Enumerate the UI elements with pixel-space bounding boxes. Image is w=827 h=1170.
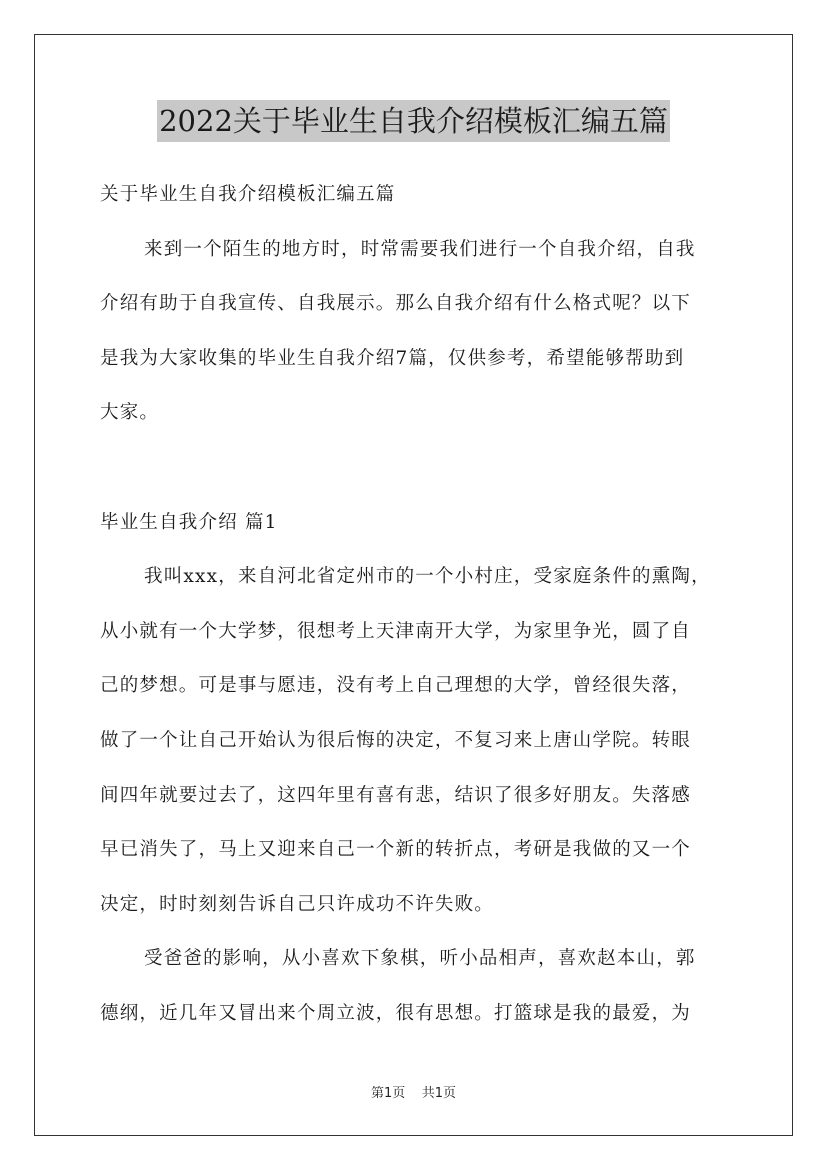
- paragraph-line: 我叫xxx，来自河北省定州市的一个小村庄，受家庭条件的熏陶，: [144, 566, 711, 588]
- intro-line: 介绍有助于自我宣传、自我展示。那么自我介绍有什么格式呢？以下: [100, 293, 692, 315]
- page-footer: [0, 1082, 827, 1101]
- document-body: [100, 168, 732, 1042]
- intro-line: 来到一个陌生的地方时，时常需要我们进行一个自我介绍，自我: [144, 238, 696, 260]
- paragraph-line: 德纲，近几年又冒出来个周立波，很有思想。打篮球是我的最爱，为: [100, 1002, 692, 1024]
- document-title: 2022关于毕业生自我介绍模板汇编五篇: [157, 100, 670, 142]
- paragraph-line: 己的梦想。可是事与愿违，没有考上自己理想的大学，曾经很失落，: [100, 675, 692, 697]
- blank-line: [100, 441, 732, 496]
- section-heading: 毕业生自我介绍 篇1: [100, 511, 278, 533]
- page-total: 共1页: [421, 1086, 457, 1101]
- intro-line: 大家。: [100, 402, 160, 424]
- paragraph-line: 早已消失了，马上又迎来自己一个新的转折点，考研是我做的又一个: [100, 839, 692, 861]
- document-subtitle: 关于毕业生自我介绍模板汇编五篇: [100, 184, 396, 205]
- title-area: [0, 100, 827, 142]
- paragraph-line: 受爸爸的影响，从小喜欢下象棋，听小品相声，喜欢赵本山，郭: [144, 948, 696, 970]
- intro-line: 是我为大家收集的毕业生自我介绍7篇，仅供参考，希望能够帮助到: [100, 347, 685, 369]
- page-number: 第1页: [370, 1086, 406, 1101]
- paragraph-line: 做了一个让自己开始认为很后悔的决定，不复习来上唐山学院。转眼: [100, 729, 692, 751]
- paragraph-line: 决定，时时刻刻告诉自己只许成功不许失败。: [100, 893, 495, 915]
- paragraph-line: 间四年就要过去了，这四年里有喜有悲，结识了很多好朋友。失落感: [100, 784, 692, 806]
- paragraph-line: 从小就有一个大学梦，很想考上天津南开大学，为家里争光，圆了自: [100, 620, 692, 642]
